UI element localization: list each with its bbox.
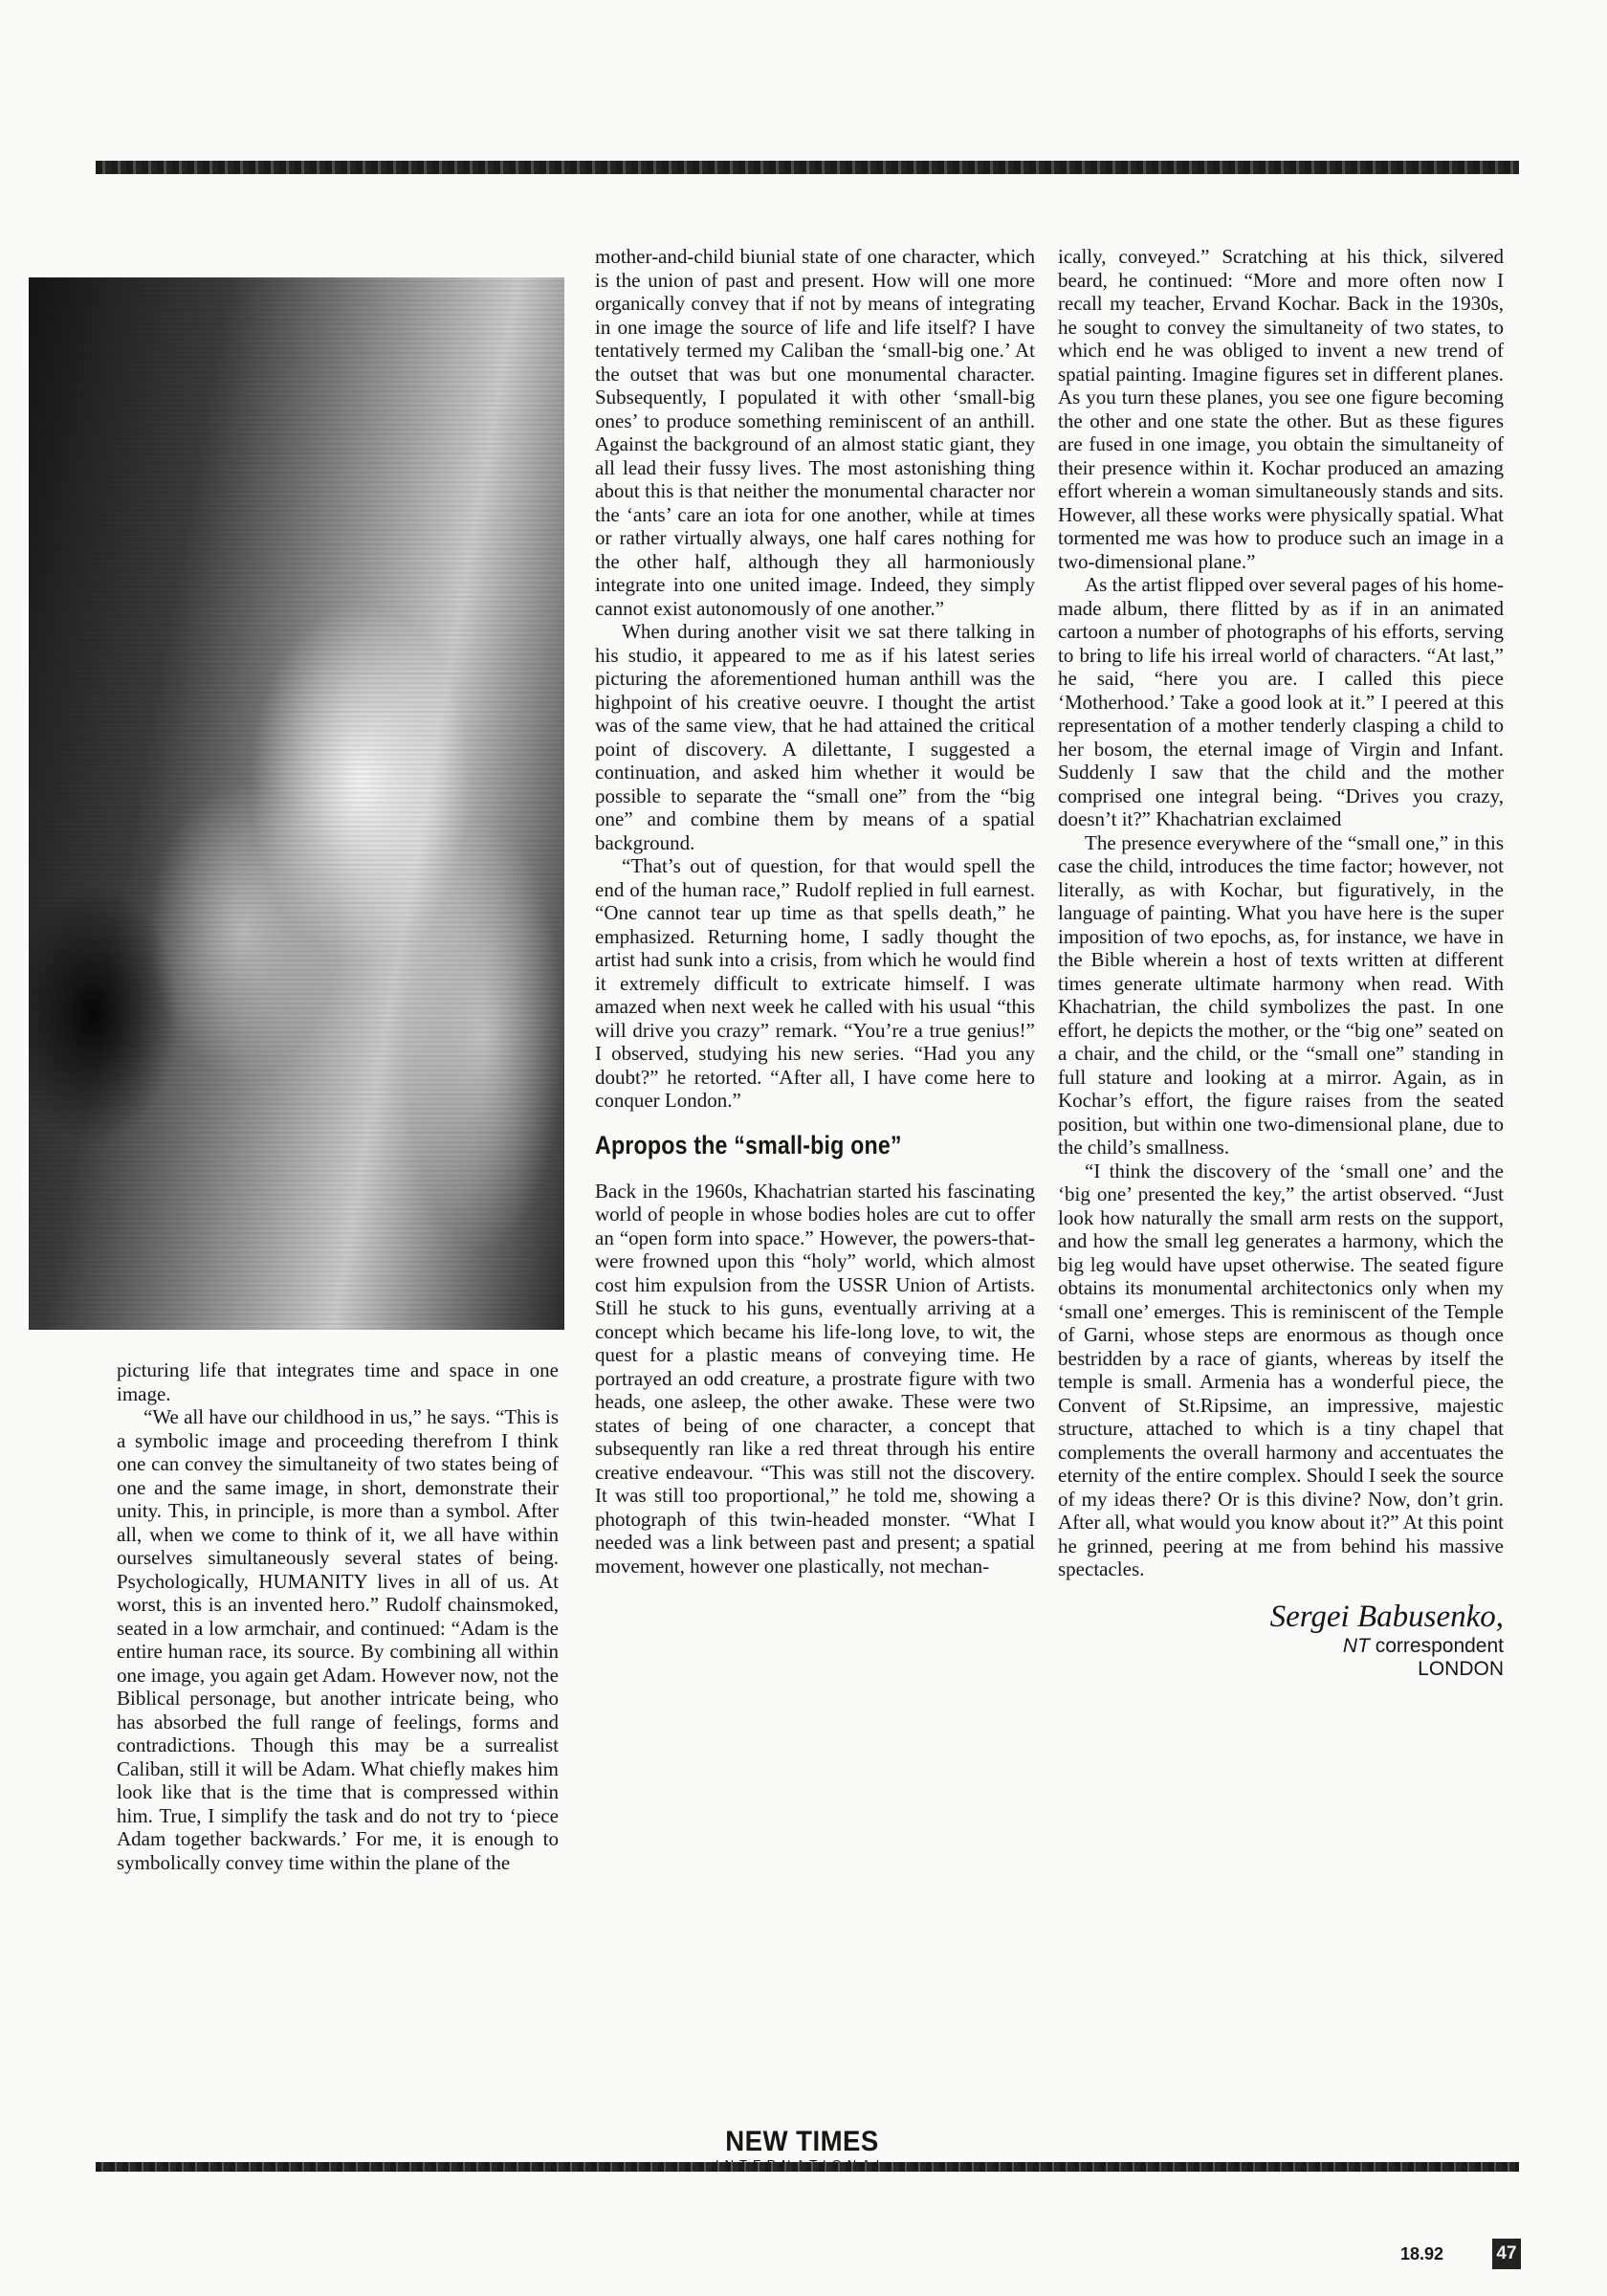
paragraph: Back in the 1960s, Khachatrian started his fascinating world of people in whose bodies holes are cut to offer an “open form into space.” However, the powers-that-were frowned upon this “holy” world, which almost cost him expulsion from the USSR Union of Artists. Still he stuck to his guns, eventually arriving at a concept which became his life-long love, to wit, the quest for a plastic means of conveying time. He portrayed an odd creature, a prostrate figure with two heads, one asleep, the other awake. These were two states of being of one character, a concept that subsequently ran like a red threat through his entire creative endeavour. “This was still not the discovery. It was still too proportional,” he told me, showing a photograph of this twin-headed monster. “What I needed was a link between past and present; a spatial movement, however one plastically, not mechan- <box>595 1179 1035 1578</box>
author-name: Sergei Babusenko, <box>1269 1599 1504 1634</box>
role-abbrev: NT <box>1342 1634 1370 1657</box>
paragraph: picturing life that integrates time and space in one image. <box>117 1358 559 1405</box>
role-rest: correspondent <box>1369 1634 1504 1657</box>
bottom-rule <box>96 2162 1519 2172</box>
author-city: LONDON <box>1418 1657 1504 1680</box>
masthead-brand: NEW TIMES <box>725 2126 879 2157</box>
column-3 <box>1058 245 1504 1681</box>
paragraph: “I think the discovery of the ‘small one’ and the ‘big one’ presented the key,” the artist observed. “Just look how naturally the small arm rests on the support, and how the small leg generates a harmony, which the big leg would have upset otherwise. The seated figure obtains its monumental architectonics only when my ‘small one’ emerges. This is reminiscent of the Temple of Garni, whose steps are enormous as though once bestridden by a race of giants, whereas by itself the temple is small. Armenia has a wonderful piece, the Convent of St.Ripsime, an impressive, majestic structure, attached to which is a tiny chapel that complements the overall harmony and accentuates the eternity of the entire complex. Should I seek the source of my ideas there? Or is this divine? Now, don’t grin. After all, what would you know about it?” At this point he grinned, peering at me from behind his massive spectacles. <box>1058 1159 1504 1580</box>
byline <box>1058 1599 1504 1681</box>
paragraph: “That’s out of question, for that would spell the end of the human race,” Rudolf replied in full earnest. “One cannot tear up time as that spells death,” he emphasized. Returning home, I sadly thought the artist had sunk into a crisis, from which he would find it extremely difficult to extricate himself. I was amazed when next week he called with his usual “this will drive you crazy” remark. “You’re a true genius!” I observed, studying his new series. “Had you any doubt?” he retorted. “After all, I have come here to conquer London.” <box>595 854 1035 1112</box>
paragraph: “We all have our childhood in us,” he says. “This is a symbolic image and proceeding therefrom I think one can convey the simultaneity of two states being of one and the same image, in short, demonstrate their unity. This, in principle, is more than a symbol. After all, when we come to think of it, we all have within ourselves simultaneously several states of being. Psychologically, HUMANITY lives in all of us. At worst, this is an invented hero.” Rudolf chainsmoked, seated in a low armchair, and continued: “Adam is the entire human race, its source. By combining all within one image, you again get Adam. However now, not the Biblical personage, but another intricate being, who has absorbed the full range of feelings, forms and contradictions. Though this may be a surrealist Caliban, still it will be Adam. What chiefly makes him look like that is the time that is compressed within him. True, I simplify the task and do not try to ‘piece Adam together backwards.’ For me, it is enough to symbolically convey time within the plane of the <box>117 1405 559 1874</box>
paragraph: The presence everywhere of the “small one,” in this case the child, introduces the time factor; however, not literally, as with Kochar, but figuratively, in the language of painting. What you have here is the super imposition of two epochs, as, for instance, we have in the Bible wherein a host of texts written at different times generate ultimate harmony when read. With Khachatrian, the child symbolizes the past. In one effort, he depicts the mother, or the “big one” seated on a chair, and the child, or the “small one” standing in full stature and looking at a mirror. Again, as in Kochar’s effort, the figure raises from the seated position, but within one two-dimensional plane, due to the child’s smallness. <box>1058 830 1504 1159</box>
author-role <box>1058 1635 1504 1658</box>
paragraph: As the artist flipped over several pages of his home-made album, there flitted by as if in an animated cartoon a number of photographs of his efforts, serving to bring to life his irreal world of characters. “At last,” he said, “here you are. I called this piece ‘Motherhood.’ Take a good look at it.” I peered at this representation of a mother tenderly clasping a child to her bosom, the eternal image of Virgin and Infant. Suddenly I saw that the child and the mother comprised one integral being. “Drives you crazy, doesn’t it?” Khachatrian exclaimed <box>1058 573 1504 830</box>
paragraph: ically, conveyed.” Scratching at his thick, silvered beard, he continued: “More and more often now I recall my teacher, Ervand Kochar. Back in the 1930s, he sought to convey the simultaneity of two states, to which end he was obliged to invent a new trend of spatial painting. Imagine figures set in different planes. As you turn these planes, you see one figure becoming the other and one state the other. But as these figures are fused in one image, you obtain the simultaneity of their presence within it. Kochar produced an amazing effort wherein a woman simultaneously stands and sits. However, all these works were physically spatial. What tormented me was how to produce such an image in a two-dimensional plane.” <box>1058 245 1504 573</box>
subheading: Apropos the “small-big one” <box>595 1130 902 1159</box>
page-number: 47 <box>1492 2239 1521 2269</box>
column-2 <box>595 245 1035 1578</box>
artist-photo <box>29 277 564 1330</box>
column-1 <box>117 1358 559 1874</box>
paragraph: When during another visit we sat there talking in his studio, it appeared to me as if his latest series picturing the aforementioned human anthill was the highpoint of his creative oeuvre. I thought the artist was of the same view, that he had attained the critical point of discovery. A dilettante, I suggested a continuation, and asked him whether it would be possible to separate the “small one” from the “big one” and combine them by means of a spatial background. <box>595 620 1035 854</box>
issue-number: 18.92 <box>1400 2244 1444 2263</box>
paragraph: mother-and-child biunial state of one character, which is the union of past and present. How will one more organically convey that if not by means of integrating in one image the source of life and life itself? I have tentatively termed my Caliban the ‘small-big one.’ At the outset that was but one monumental character. Subsequently, I populated it with other ‘small-big ones’ to produce something reminiscent of an anthill. Against the background of an almost static giant, they all lead their fussy lives. The most astonishing thing about this is that neither the monumental character nor the ‘ants’ care an iota for one another, while at times or rather virtually always, one half cares nothing for the other half, although they all harmoniously integrate into one united image. Indeed, they simply cannot exist autonomously of one another.” <box>595 245 1035 620</box>
top-rule <box>96 161 1519 174</box>
